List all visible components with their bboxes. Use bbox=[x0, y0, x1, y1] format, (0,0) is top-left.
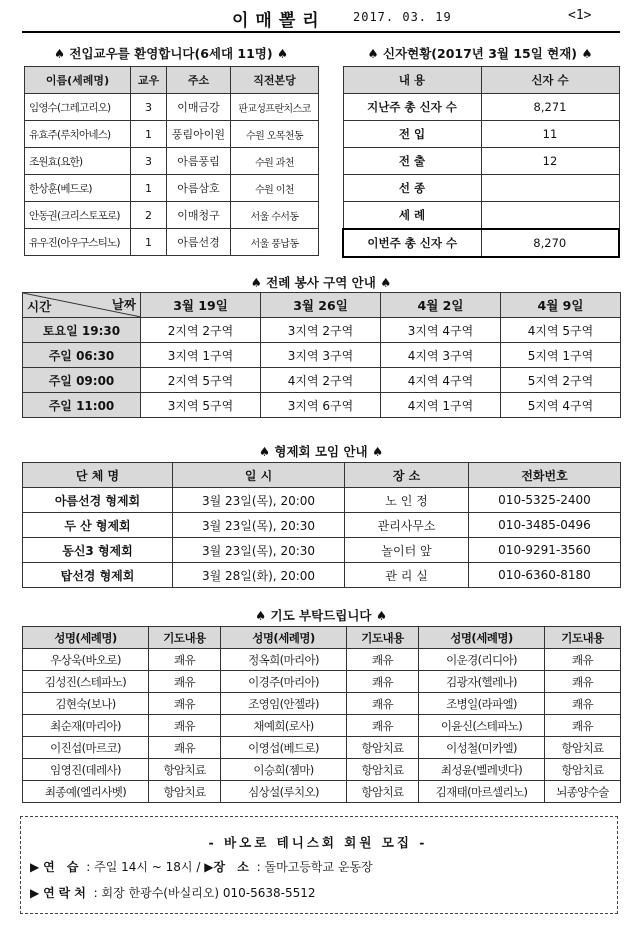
table-cell: 이운경(리디아) bbox=[419, 649, 545, 671]
status-value bbox=[481, 202, 619, 230]
zone-cell: 4지역 2구역 bbox=[261, 368, 381, 393]
table-row bbox=[343, 148, 619, 175]
table-cell: 쾌유 bbox=[347, 715, 419, 737]
table-cell: 수원 과천 bbox=[231, 148, 319, 175]
status-label: 지난주 총 신자 수 bbox=[343, 94, 481, 121]
column-header: 전화번호 bbox=[469, 463, 621, 488]
table-row bbox=[23, 343, 621, 368]
table-cell: 서울 풍납동 bbox=[231, 229, 319, 256]
zone-cell: 5지역 2구역 bbox=[501, 368, 621, 393]
zone-cell: 3지역 1구역 bbox=[141, 343, 261, 368]
bulletin-date: 2017. 03. 19 bbox=[353, 10, 452, 24]
table-cell: 최순재(마리아) bbox=[23, 715, 149, 737]
time-slot: 주일 11:00 bbox=[23, 393, 141, 418]
date-header: 3월 19일 bbox=[141, 293, 261, 318]
table-row bbox=[23, 488, 621, 513]
table-cell: 쾌유 bbox=[545, 649, 621, 671]
bullet-icon: ▶ bbox=[30, 860, 40, 874]
zone-cell: 2지역 2구역 bbox=[141, 318, 261, 343]
contact-label: 연락처 bbox=[43, 886, 90, 900]
place-text: : 돌마고등학교 운동장 bbox=[256, 860, 373, 874]
column-header: 성명(세례명) bbox=[221, 627, 347, 649]
column-header: 교우 bbox=[131, 67, 167, 94]
column-header: 일 시 bbox=[173, 463, 345, 488]
table-cell: 이승희(젬마) bbox=[221, 759, 347, 781]
zone-cell: 2지역 5구역 bbox=[141, 368, 261, 393]
date-header: 3월 26일 bbox=[261, 293, 381, 318]
table-cell: 유효주(루치아네스) bbox=[25, 121, 131, 148]
table-cell: 최종예(엘리사벳) bbox=[23, 781, 149, 803]
column-header: 이름(세례명) bbox=[25, 67, 131, 94]
table-row bbox=[25, 175, 319, 202]
recruit-line-practice bbox=[30, 858, 373, 875]
table-row bbox=[343, 121, 619, 148]
table-header-row bbox=[23, 463, 621, 488]
practice-label: 연 습 bbox=[43, 860, 83, 874]
meetings-table bbox=[22, 462, 621, 588]
newcomers-table bbox=[24, 66, 319, 256]
table-cell: 채예희(로사) bbox=[221, 715, 347, 737]
table-cell: 010-3485-0496 bbox=[469, 513, 621, 538]
zone-cell: 5지역 4구역 bbox=[501, 393, 621, 418]
table-cell: 최성윤(벨레넷다) bbox=[419, 759, 545, 781]
table-cell: 3 bbox=[131, 94, 167, 121]
table-row bbox=[23, 781, 621, 803]
table-cell: 관 리 실 bbox=[345, 563, 469, 588]
table-cell: 항암치료 bbox=[347, 737, 419, 759]
status-label: 선 종 bbox=[343, 175, 481, 202]
table-cell: 3월 23일(목), 20:30 bbox=[173, 513, 345, 538]
status-value: 8,270 bbox=[481, 229, 619, 257]
table-cell: 아름삼호 bbox=[167, 175, 231, 202]
table-cell: 판교성프란치스코 bbox=[231, 94, 319, 121]
table-cell: 쾌유 bbox=[347, 693, 419, 715]
time-slot: 주일 06:30 bbox=[23, 343, 141, 368]
status-label: 세 례 bbox=[343, 202, 481, 230]
table-header-row bbox=[23, 293, 621, 318]
zone-cell: 4지역 5구역 bbox=[501, 318, 621, 343]
table-cell: 3월 28일(화), 20:00 bbox=[173, 563, 345, 588]
table-cell: 2 bbox=[131, 202, 167, 229]
table-row bbox=[25, 202, 319, 229]
recruit-title: - 바오로 테니스회 회원 모집 - bbox=[208, 835, 428, 850]
newcomers-heading: ♠ 전입교우를 환영합니다(6세대 11명) ♠ bbox=[53, 46, 289, 61]
table-cell: 항암치료 bbox=[545, 759, 621, 781]
table-cell: 서울 수서동 bbox=[231, 202, 319, 229]
status-value bbox=[481, 175, 619, 202]
corner-date-label: 날짜 bbox=[111, 297, 136, 312]
table-cell: 우상욱(바오로) bbox=[23, 649, 149, 671]
table-cell: 수원 이천 bbox=[231, 175, 319, 202]
page-number: <1> bbox=[568, 8, 592, 23]
table-row bbox=[23, 671, 621, 693]
column-header: 내 용 bbox=[343, 67, 481, 94]
prayers-table bbox=[22, 626, 621, 803]
meetings-heading: ♠ 형제회 모임 안내 ♠ bbox=[258, 444, 384, 459]
mission-heading: ♠ 전례 봉사 구역 안내 ♠ bbox=[250, 275, 392, 290]
zone-cell: 4지역 3구역 bbox=[381, 343, 501, 368]
table-cell: 조원효(요한) bbox=[25, 148, 131, 175]
status-label: 이번주 총 신자 수 bbox=[343, 229, 481, 257]
place-label: 장 소 bbox=[213, 860, 253, 874]
table-cell: 임영수(그레고리오) bbox=[25, 94, 131, 121]
status-value: 12 bbox=[481, 148, 619, 175]
table-row bbox=[23, 368, 621, 393]
zone-cell: 3지역 6구역 bbox=[261, 393, 381, 418]
table-cell: 놀이터 앞 bbox=[345, 538, 469, 563]
table-cell: 이영섭(베드로) bbox=[221, 737, 347, 759]
recruit-line-contact bbox=[30, 884, 316, 901]
column-header: 주소 bbox=[167, 67, 231, 94]
table-row bbox=[25, 229, 319, 256]
table-cell: 풍림아이원 bbox=[167, 121, 231, 148]
table-cell: 1 bbox=[131, 229, 167, 256]
mission-schedule-table bbox=[22, 292, 621, 418]
table-row bbox=[343, 229, 619, 257]
table-cell: 관리사무소 bbox=[345, 513, 469, 538]
table-cell: 쾌유 bbox=[149, 715, 221, 737]
table-row bbox=[23, 538, 621, 563]
table-cell: 조병일(라파엘) bbox=[419, 693, 545, 715]
table-cell: 항암치료 bbox=[545, 737, 621, 759]
table-header-row bbox=[23, 627, 621, 649]
table-row bbox=[25, 148, 319, 175]
table-cell: 010-6360-8180 bbox=[469, 563, 621, 588]
zone-cell: 4지역 4구역 bbox=[381, 368, 501, 393]
column-header: 직전본당 bbox=[231, 67, 319, 94]
table-cell: 유우진(아우구스티노) bbox=[25, 229, 131, 256]
table-row bbox=[23, 649, 621, 671]
table-cell: 김재태(마르셀리노) bbox=[419, 781, 545, 803]
table-cell: 정옥희(마리아) bbox=[221, 649, 347, 671]
table-row bbox=[23, 513, 621, 538]
column-header: 기도내용 bbox=[149, 627, 221, 649]
table-cell: 한상훈(베드로) bbox=[25, 175, 131, 202]
table-cell: 쾌유 bbox=[545, 715, 621, 737]
table-cell: 이진섭(마르코) bbox=[23, 737, 149, 759]
table-cell: 쾌유 bbox=[347, 671, 419, 693]
table-cell: 아름선경 bbox=[167, 229, 231, 256]
table-cell: 심상설(루치오) bbox=[221, 781, 347, 803]
table-cell: 1 bbox=[131, 121, 167, 148]
table-row bbox=[23, 759, 621, 781]
header-divider bbox=[22, 31, 620, 33]
zone-cell: 3지역 2구역 bbox=[261, 318, 381, 343]
table-cell: 조영임(안젤라) bbox=[221, 693, 347, 715]
table-cell: 두 산 형제회 bbox=[23, 513, 173, 538]
table-cell: 쾌유 bbox=[149, 671, 221, 693]
table-row bbox=[343, 202, 619, 230]
table-cell: 010-9291-3560 bbox=[469, 538, 621, 563]
table-row bbox=[23, 693, 621, 715]
believers-table bbox=[342, 66, 620, 258]
column-header: 성명(세례명) bbox=[419, 627, 545, 649]
table-cell: 이성철(미카엘) bbox=[419, 737, 545, 759]
table-row bbox=[23, 318, 621, 343]
date-header: 4월 9일 bbox=[501, 293, 621, 318]
zone-cell: 3지역 5구역 bbox=[141, 393, 261, 418]
zone-cell: 4지역 1구역 bbox=[381, 393, 501, 418]
table-row bbox=[23, 737, 621, 759]
table-cell: 항암치료 bbox=[149, 759, 221, 781]
column-header: 단 체 명 bbox=[23, 463, 173, 488]
table-cell: 3 bbox=[131, 148, 167, 175]
table-row bbox=[23, 563, 621, 588]
table-cell: 쾌유 bbox=[545, 671, 621, 693]
column-header: 성명(세례명) bbox=[23, 627, 149, 649]
table-cell: 탑선경 형제회 bbox=[23, 563, 173, 588]
corner-cell bbox=[23, 293, 141, 318]
status-value: 8,271 bbox=[481, 94, 619, 121]
table-cell: 항암치료 bbox=[149, 781, 221, 803]
table-cell: 아름풍림 bbox=[167, 148, 231, 175]
table-cell: 김성진(스테파노) bbox=[23, 671, 149, 693]
status-value: 11 bbox=[481, 121, 619, 148]
prayers-heading: ♠ 기도 부탁드립니다 ♠ bbox=[254, 608, 388, 623]
column-header: 기도내용 bbox=[347, 627, 419, 649]
table-cell: 이매청구 bbox=[167, 202, 231, 229]
table-row bbox=[25, 94, 319, 121]
table-row bbox=[23, 393, 621, 418]
column-header: 장 소 bbox=[345, 463, 469, 488]
table-cell: 항암치료 bbox=[347, 759, 419, 781]
table-header-row bbox=[25, 67, 319, 94]
table-cell: 010-5325-2400 bbox=[469, 488, 621, 513]
table-cell: 노 인 정 bbox=[345, 488, 469, 513]
time-slot: 토요일 19:30 bbox=[23, 318, 141, 343]
table-cell: 쾌유 bbox=[149, 737, 221, 759]
table-cell: 동신3 형제회 bbox=[23, 538, 173, 563]
table-row bbox=[343, 175, 619, 202]
table-cell: 아름선경 형제회 bbox=[23, 488, 173, 513]
table-cell: 3월 23일(목), 20:30 bbox=[173, 538, 345, 563]
table-cell: 쾌유 bbox=[149, 693, 221, 715]
zone-cell: 3지역 4구역 bbox=[381, 318, 501, 343]
believers-heading: ♠ 신자현황(2017년 3월 15일 현재) ♠ bbox=[367, 46, 593, 61]
column-header: 기도내용 bbox=[545, 627, 621, 649]
table-header-row bbox=[343, 67, 619, 94]
table-cell: 수원 오목천동 bbox=[231, 121, 319, 148]
table-row bbox=[343, 94, 619, 121]
table-cell: 이윤신(스테파노) bbox=[419, 715, 545, 737]
table-cell: 임영진(데레사) bbox=[23, 759, 149, 781]
table-cell: 3월 23일(목), 20:00 bbox=[173, 488, 345, 513]
table-cell: 쾌유 bbox=[347, 649, 419, 671]
corner-time-label: 시간 bbox=[27, 299, 52, 314]
table-cell: 쾌유 bbox=[149, 649, 221, 671]
bullet-icon: ▶ bbox=[204, 860, 214, 874]
table-cell: 안동권(크리스토포로) bbox=[25, 202, 131, 229]
column-header: 신자 수 bbox=[481, 67, 619, 94]
date-header: 4월 2일 bbox=[381, 293, 501, 318]
practice-text: : 주일 14시 ~ 18시 / bbox=[86, 860, 201, 874]
contact-text: : 회장 한광수(바실리오) 010-5638-5512 bbox=[93, 886, 316, 900]
table-cell: 김광자(헬레나) bbox=[419, 671, 545, 693]
table-cell: 1 bbox=[131, 175, 167, 202]
time-slot: 주일 09:00 bbox=[23, 368, 141, 393]
status-label: 전 입 bbox=[343, 121, 481, 148]
table-cell: 항암치료 bbox=[347, 781, 419, 803]
bullet-icon: ▶ bbox=[30, 886, 40, 900]
table-row bbox=[23, 715, 621, 737]
table-row bbox=[25, 121, 319, 148]
table-cell: 이매금강 bbox=[167, 94, 231, 121]
status-label: 전 출 bbox=[343, 148, 481, 175]
table-cell: 뇌종양수술 bbox=[545, 781, 621, 803]
table-cell: 이경주(마리아) bbox=[221, 671, 347, 693]
zone-cell: 3지역 3구역 bbox=[261, 343, 381, 368]
bulletin-title: 이매뽈리 bbox=[232, 11, 326, 31]
zone-cell: 5지역 1구역 bbox=[501, 343, 621, 368]
table-cell: 쾌유 bbox=[545, 693, 621, 715]
table-cell: 김현숙(보나) bbox=[23, 693, 149, 715]
